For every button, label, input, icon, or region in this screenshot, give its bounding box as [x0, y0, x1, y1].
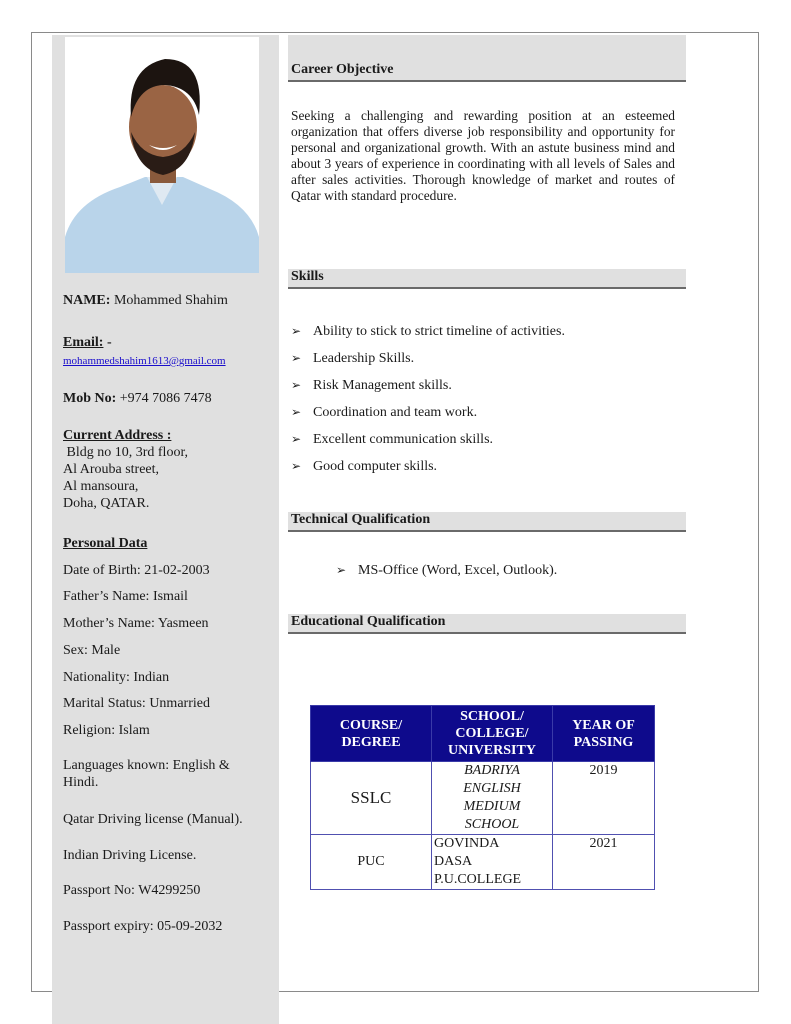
skill-text: Leadership Skills.	[313, 351, 415, 366]
arrow-bullet-icon: ➢	[291, 432, 302, 446]
section-title: Career Objective	[291, 62, 394, 77]
skill-text: Excellent communication skills.	[313, 432, 494, 447]
column-header: COURSE/ DEGREE	[311, 706, 432, 762]
school-line: ENGLISH	[463, 781, 521, 796]
year-cell: 2021	[553, 835, 655, 890]
school-cell	[432, 762, 553, 835]
personal-item: Passport expiry: 05-09-2032	[63, 919, 223, 934]
school-line: MEDIUM	[463, 799, 521, 814]
email-line	[63, 352, 226, 370]
address-block	[63, 427, 188, 512]
personal-item: Qatar Driving license (Manual).	[63, 812, 243, 827]
career-objective-text: Seeking a challenging and rewarding position at an esteemed organization that offers diverse job responsibility and opportunity for personal and organizational growth. With an astute business mind and about 3 years of experience in coordinating with all levels of Sales and after sales activities. Thorough knowledge of market and routes of Qatar with standard procedure.	[291, 108, 675, 204]
email-label: Email:	[63, 335, 104, 350]
list-item	[291, 378, 565, 405]
name-line	[63, 292, 228, 309]
address-line: Bldg no 10, 3rd floor,	[63, 445, 189, 460]
address-line: Al mansoura,	[63, 479, 139, 494]
arrow-bullet-icon: ➢	[336, 563, 347, 577]
list-item	[291, 351, 565, 378]
career-objective-header	[288, 60, 686, 82]
list-item	[291, 432, 565, 459]
table-header-row	[311, 706, 655, 762]
course-cell: SSLC	[311, 762, 432, 835]
school-line: SCHOOL	[464, 817, 520, 832]
section-title: Technical Qualification	[291, 512, 431, 527]
email-heading	[63, 334, 112, 351]
list-item	[291, 459, 565, 486]
arrow-bullet-icon: ➢	[291, 351, 302, 365]
name-value: Mohammed Shahim	[113, 293, 228, 308]
educational-qualification-header	[288, 614, 686, 634]
name-label: NAME:	[63, 293, 111, 308]
profile-photo	[65, 37, 259, 273]
list-item	[291, 405, 565, 432]
email-separator: -	[103, 335, 112, 350]
arrow-bullet-icon: ➢	[291, 378, 302, 392]
skill-text: Ability to stick to strict timeline of activities.	[313, 324, 565, 339]
personal-item: Sex: Male	[63, 643, 121, 658]
school-line: GOVINDA	[434, 836, 500, 851]
school-line: BADRIYA	[464, 763, 520, 778]
column-header: YEAR OF PASSING	[553, 706, 655, 762]
table-row	[311, 762, 655, 835]
skills-list	[291, 324, 565, 486]
personal-data-heading: Personal Data	[63, 536, 148, 551]
top-band	[288, 35, 686, 60]
arrow-bullet-icon: ➢	[291, 405, 302, 419]
school-cell	[432, 835, 553, 890]
personal-item: Date of Birth: 21-02-2003	[63, 563, 210, 578]
column-header: SCHOOL/ COLLEGE/ UNIVERSITY	[432, 706, 553, 762]
address-line: Al Arouba street,	[63, 462, 160, 477]
skill-text: Risk Management skills.	[313, 378, 452, 393]
mobile-value: +974 7086 7478	[119, 391, 212, 406]
mobile-line	[63, 390, 212, 407]
table-row	[311, 835, 655, 890]
email-link[interactable]: mohammedshahim1613@gmail.com	[63, 355, 226, 367]
personal-item: Passport No: W4299250	[63, 883, 201, 898]
tech-text: MS-Office (Word, Excel, Outlook).	[358, 563, 558, 578]
list-item	[291, 324, 565, 351]
tech-item	[336, 563, 557, 579]
personal-item: Indian Driving License.	[63, 848, 197, 863]
education-table	[310, 705, 655, 890]
address-label: Current Address :	[63, 428, 172, 443]
arrow-bullet-icon: ➢	[291, 459, 302, 473]
personal-item: Father’s Name: Ismail	[63, 589, 188, 604]
personal-item: Marital Status: Unmarried	[63, 696, 210, 711]
school-line: P.U.COLLEGE	[434, 872, 522, 887]
skill-text: Good computer skills.	[313, 459, 438, 474]
personal-item: Religion: Islam	[63, 723, 150, 738]
skill-text: Coordination and team work.	[313, 405, 478, 420]
school-line: DASA	[434, 854, 473, 869]
year-cell: 2019	[553, 762, 655, 835]
skills-header	[288, 269, 686, 289]
course-cell: PUC	[311, 835, 432, 890]
arrow-bullet-icon: ➢	[291, 324, 302, 338]
mobile-label: Mob No:	[63, 391, 117, 406]
address-line: Doha, QATAR.	[63, 496, 150, 511]
personal-item: Mother’s Name: Yasmeen	[63, 616, 209, 631]
section-title: Skills	[291, 269, 324, 284]
technical-qualification-header	[288, 512, 686, 532]
personal-item: Nationality: Indian	[63, 670, 170, 685]
section-title: Educational Qualification	[291, 614, 446, 629]
personal-item: Languages known: English & Hindi.	[63, 758, 230, 790]
